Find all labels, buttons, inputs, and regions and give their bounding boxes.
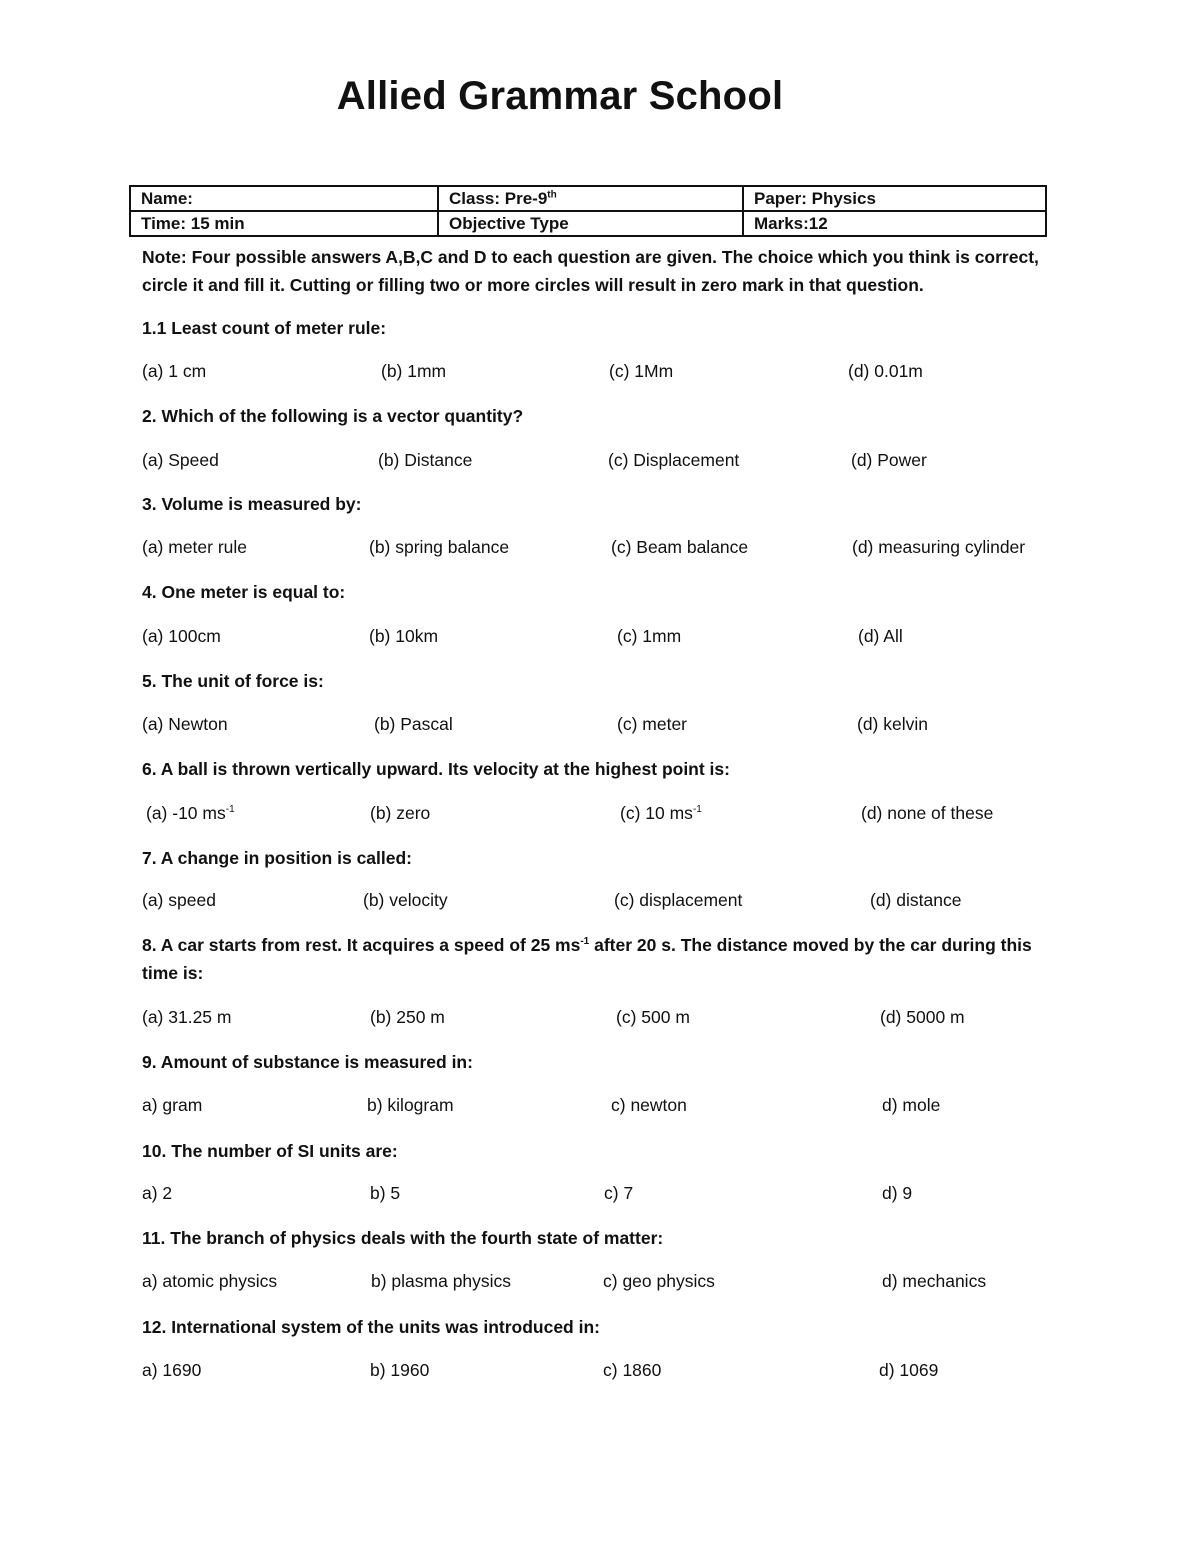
option-d: d) mole — [882, 1095, 941, 1115]
question-6: 6. A ball is thrown vertically upward. Its velocity at the highest point is: — [142, 759, 730, 779]
option-b: (b) velocity — [363, 890, 448, 910]
option-b: (b) Distance — [378, 450, 473, 470]
option-d: d) 9 — [882, 1183, 913, 1203]
question-10: 10. The number of SI units are: — [142, 1141, 398, 1161]
option-c: (c) Displacement — [608, 450, 740, 470]
question-9: 9. Amount of substance is measured in: — [142, 1052, 473, 1072]
class-text: Class: Pre-9 — [449, 188, 548, 208]
exam-info-table — [129, 185, 1047, 237]
type-cell: Objective Type — [438, 211, 743, 236]
option-b: b) 5 — [370, 1183, 401, 1203]
name-cell: Name: — [130, 186, 438, 211]
option-a: (a) 100cm — [142, 626, 221, 646]
class-cell — [438, 186, 743, 211]
question-11: 11. The branch of physics deals with the fourth state of matter: — [142, 1228, 664, 1248]
option-b: (b) Pascal — [374, 714, 453, 734]
option-a-text: (a) -10 ms — [146, 803, 226, 823]
option-c: c) 1860 — [603, 1360, 662, 1380]
option-b: (b) spring balance — [369, 537, 510, 557]
option-a: a) atomic physics — [142, 1271, 278, 1291]
option-a: (a) speed — [142, 890, 216, 910]
option-b: (b) zero — [370, 803, 431, 823]
option-b: (b) 1mm — [381, 361, 447, 381]
option-d: (d) measuring cylinder — [852, 537, 1026, 557]
option-b: (b) 250 m — [370, 1007, 445, 1027]
unit-superscript: -1 — [580, 936, 590, 948]
unit-superscript: -1 — [225, 804, 235, 816]
option-b: b) kilogram — [367, 1095, 454, 1115]
option-a: (a) 31.25 m — [142, 1007, 232, 1027]
option-c: c) 7 — [604, 1183, 634, 1203]
option-c: (c) 1mm — [617, 626, 682, 646]
marks-cell: Marks:12 — [743, 211, 1046, 236]
option-c: (c) displacement — [614, 890, 743, 910]
question-1: 1.1 Least count of meter rule: — [142, 318, 387, 338]
question-8-text: 8. A car starts from rest. It acquires a speed of 25 ms — [142, 935, 581, 955]
option-a: a) gram — [142, 1095, 203, 1115]
option-c: (c) Beam balance — [611, 537, 749, 557]
question-8-text-cont: after 20 s. The distance moved by the car during this time is: — [142, 935, 1032, 983]
time-cell: Time: 15 min — [130, 211, 438, 236]
question-3: 3. Volume is measured by: — [142, 494, 362, 514]
option-c: c) newton — [611, 1095, 687, 1115]
question-7: 7. A change in position is called: — [142, 848, 413, 868]
class-superscript: th — [547, 188, 557, 200]
option-d: (d) distance — [870, 890, 962, 910]
option-c: c) geo physics — [603, 1271, 715, 1291]
option-a: a) 2 — [142, 1183, 173, 1203]
option-b: b) plasma physics — [371, 1271, 512, 1291]
option-d: (d) 5000 m — [880, 1007, 965, 1027]
paper-cell: Paper: Physics — [743, 186, 1046, 211]
option-d: d) 1069 — [879, 1360, 939, 1380]
option-c — [620, 803, 702, 824]
question-4: 4. One meter is equal to: — [142, 582, 346, 602]
option-d: (d) kelvin — [857, 714, 928, 734]
option-b: (b) 10km — [369, 626, 439, 646]
exam-info-row — [130, 211, 1046, 236]
option-a: a) 1690 — [142, 1360, 202, 1380]
school-title: Allied Grammar School — [336, 74, 784, 118]
unit-superscript: -1 — [692, 804, 702, 816]
question-2: 2. Which of the following is a vector quantity? — [142, 406, 524, 426]
option-a: (a) Speed — [142, 450, 219, 470]
option-d: (d) Power — [851, 450, 927, 470]
option-a: (a) 1 cm — [142, 361, 207, 381]
option-d: (d) none of these — [861, 803, 994, 823]
option-a: (a) Newton — [142, 714, 228, 734]
exam-info-row — [130, 186, 1046, 211]
question-12: 12. International system of the units was introduced in: — [142, 1317, 600, 1337]
option-b: b) 1960 — [370, 1360, 430, 1380]
option-a — [146, 803, 235, 824]
option-d: d) mechanics — [882, 1271, 987, 1291]
instructions-note: Note: Four possible answers A,B,C and D to each question are given. The choice which you think is correct, circle it and fill it. Cutting or filling two or more circles will result in zero mark in that question. — [142, 247, 1039, 295]
option-c: (c) 500 m — [616, 1007, 690, 1027]
option-c-text: (c) 10 ms — [620, 803, 693, 823]
option-c: (c) 1Mm — [609, 361, 674, 381]
question-8 — [142, 931, 1072, 987]
option-d: (d) 0.01m — [848, 361, 923, 381]
option-d: (d) All — [858, 626, 903, 646]
option-a: (a) meter rule — [142, 537, 248, 557]
option-c: (c) meter — [617, 714, 687, 734]
question-5: 5. The unit of force is: — [142, 671, 324, 691]
